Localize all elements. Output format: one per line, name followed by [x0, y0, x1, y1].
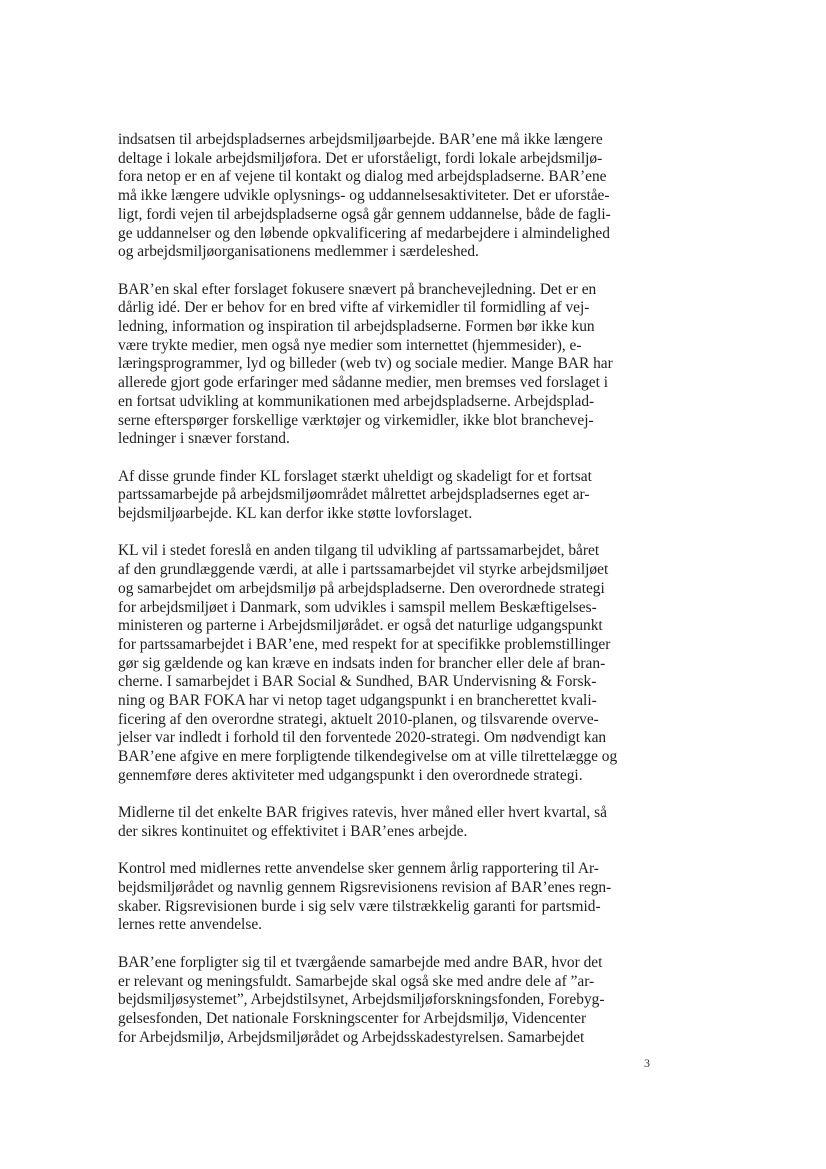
text-line: fora netop er en af vejene til kontakt og dialog med arbejdspladserne. BAR’ene [118, 168, 607, 186]
text-line: ligt, fordi vejen til arbejdspladserne også går gennem uddannelse, både de fagli- [118, 205, 611, 223]
paragraph [118, 954, 648, 1048]
text-line: ledning, information og inspiration til arbejdspladserne. Formen bør ikke kun [118, 318, 595, 336]
text-line: BAR’ene forpligter sig til et tværgående samarbejde med andre BAR, hvor det [118, 953, 603, 971]
text-line: ge uddannelser og den løbende opkvalificering af medarbejdere i almindelighed [118, 224, 610, 242]
body-text [118, 131, 648, 1066]
text-line: ministeren og parterne i Arbejdsmiljørådet. er også det naturlige udgangspunkt [118, 617, 603, 635]
page-number: 3 [644, 1056, 650, 1070]
text-line: BAR’ene afgive en mere forpligtende tilkendegivelse om at ville tilrettelægge og [118, 748, 618, 766]
text-line: gennemføre deres aktiviteter med udgangspunkt i den overordnede strategi. [118, 766, 583, 784]
text-line: ledninger i snæver forstand. [118, 430, 290, 448]
text-line: deltage i lokale arbejdsmiljøfora. Det er uforståeligt, fordi lokale arbejdsmiljø- [118, 149, 603, 167]
text-line: Kontrol med midlernes rette anvendelse sker gennem årlig rapportering til Ar- [118, 860, 599, 878]
text-line: og arbejdsmiljøorganisationens medlemmer i særdeleshed. [118, 243, 479, 261]
text-line: må ikke længere udvikle oplysnings- og uddannelsesaktiviteter. Det er uforståe- [118, 187, 610, 205]
text-line: for arbejdsmiljøet i Danmark, som udvikles i samspil mellem Beskæftigelses- [118, 598, 597, 616]
text-line: for partssamarbejdet i BAR’ene, med respekt for at specifikke problemstillinger [118, 635, 611, 653]
paragraph [118, 804, 648, 841]
paragraph [118, 131, 648, 262]
text-line: er relevant og meningsfuldt. Samarbejde skal også ske med andre dele af ”ar- [118, 972, 595, 990]
text-line: ning og BAR FOKA har vi netop taget udgangspunkt i en brancherettet kvali- [118, 692, 597, 710]
paragraph [118, 860, 648, 935]
text-line: læringsprogrammer, lyd og billeder (web tv) og sociale medier. Mange BAR har [118, 355, 613, 373]
text-line: en fortsat udvikling at kommunikationen med arbejdspladserne. Arbejdsplad- [118, 392, 595, 410]
text-line: serne efterspørger forskellige værktøjer og virkemidler, ikke blot branchevej- [118, 411, 594, 429]
text-line: bejdsmiljøarbejde. KL kan derfor ikke støtte lovforslaget. [118, 505, 473, 523]
text-line: gelsesfonden, Det nationale Forskningscenter for Arbejdsmiljø, Videncenter [118, 1009, 587, 1027]
text-line: være trykte medier, men også nye medier som internettet (hjemmesider), e- [118, 336, 582, 354]
text-line: Af disse grunde finder KL forslaget stærkt uheldigt og skadeligt for et fortsat [118, 467, 592, 485]
text-line: ficering af den overordne strategi, aktuelt 2010-planen, og tilsvarende overve- [118, 710, 599, 728]
text-line: lernes rette anvendelse. [118, 916, 263, 934]
text-line: gør sig gældende og kan kræve en indsats inden for brancher eller dele af bran- [118, 654, 606, 672]
text-line: KL vil i stedet foreslå en anden tilgang til udvikling af partssamarbejdet, båret [118, 542, 600, 560]
paragraph [118, 542, 648, 785]
text-line: cherne. I samarbejdet i BAR Social & Sundhed, BAR Undervisning & Forsk- [118, 673, 597, 691]
paragraph [118, 281, 648, 449]
text-line: dårlig idé. Der er behov for en bred vifte af virkemidler til formidling af vej- [118, 299, 590, 317]
text-line: bejdsmiljørådet og navnlig gennem Rigsrevisionens revision af BAR’enes regn- [118, 879, 612, 897]
text-line: allerede gjort gode erfaringer med sådanne medier, men bremses ved forslaget i [118, 374, 608, 392]
paragraph [118, 468, 648, 524]
text-line: der sikres kontinuitet og effektivitet i BAR’enes arbejde. [118, 822, 468, 840]
text-line: partssamarbejde på arbejdsmiljøområdet målrettet arbejdspladsernes eget ar- [118, 486, 590, 504]
text-line: bejdsmiljøsystemet”, Arbejdstilsynet, Arbejdsmiljøforskningsfonden, Forebyg- [118, 991, 605, 1009]
text-line: BAR’en skal efter forslaget fokusere snævert på branchevejledning. Det er en [118, 280, 597, 298]
text-line: Midlerne til det enkelte BAR frigives ratevis, hver måned eller hvert kvartal, så [118, 804, 607, 822]
text-line: jelser var indledt i forhold til den forventede 2020-strategi. Om nødvendigt kan [118, 729, 607, 747]
text-line: indsatsen til arbejdspladsernes arbejdsmiljøarbejde. BAR’ene må ikke længere [118, 131, 603, 148]
text-line: for Arbejdsmiljø, Arbejdsmiljørådet og Arbejdsskadestyrelsen. Samarbejdet [118, 1028, 585, 1046]
text-line: af den grundlæggende værdi, at alle i partssamarbejdet vil styrke arbejdsmiljøet [118, 561, 609, 579]
text-line: og samarbejdet om arbejdsmiljø på arbejdspladserne. Den overordnede strategi [118, 579, 605, 597]
text-line: skaber. Rigsrevisionen burde i sig selv være tilstrækkelig garanti for partsmid- [118, 897, 601, 915]
